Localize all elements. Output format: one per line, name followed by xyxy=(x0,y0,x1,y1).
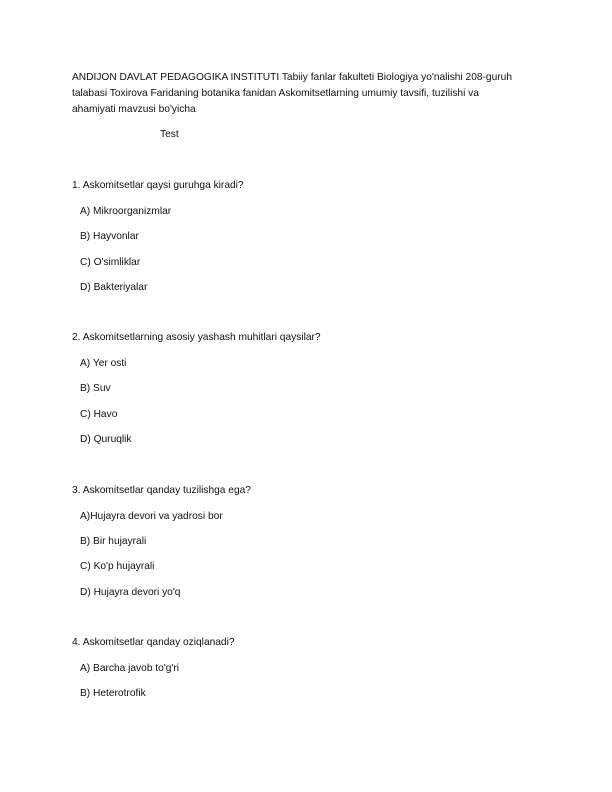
header-line-2: talabasi Toxirova Faridaning botanika fanidan Askomitsetlarning umumiy tavsifi, tuzilishi va xyxy=(72,88,479,99)
question-4: 4. Askomitsetlar qanday oziqlanadi? xyxy=(72,637,235,648)
question-4-option-b: B) Heterotrofik xyxy=(80,688,146,699)
question-2: 2. Askomitsetlarning asosiy yashash muhitlari qaysilar? xyxy=(72,332,321,343)
question-2-option-a: A) Yer osti xyxy=(80,358,127,369)
question-1-option-d: D) Bakteriyalar xyxy=(80,282,148,293)
question-3-option-a: A)Hujayra devori va yadrosi bor xyxy=(80,511,223,522)
header-line-1: ANDIJON DAVLAT PEDAGOGIKA INSTITUTI Tabiiy fanlar fakulteti Biologiya yo'nalishi 208-guruh xyxy=(72,72,512,83)
question-1-option-c: C) O'simliklar xyxy=(80,257,141,268)
question-3: 3. Askomitsetlar qanday tuzilishga ega? xyxy=(72,485,251,496)
document-header xyxy=(72,70,550,118)
question-4-option-a: A) Barcha javob to'g'ri xyxy=(80,663,180,674)
question-1: 1. Askomitsetlar qaysi guruhga kiradi? xyxy=(72,180,244,191)
question-2-option-d: D) Quruqlik xyxy=(80,434,132,445)
question-3-option-c: C) Ko'p hujayrali xyxy=(80,561,155,572)
question-3-option-d: D) Hujayra devori yo'q xyxy=(80,587,181,598)
question-2-option-b: B) Suv xyxy=(80,383,111,394)
question-3-option-b: B) Bir hujayrali xyxy=(80,536,147,547)
question-2-option-c: C) Havo xyxy=(80,409,118,420)
header-line-3: ahamiyati mavzusi bo'yicha xyxy=(72,104,196,115)
question-1-option-a: A) Mikroorganizmlar xyxy=(80,206,172,217)
question-1-option-b: B) Hayvonlar xyxy=(80,231,139,242)
test-subtitle: Test xyxy=(160,129,179,140)
